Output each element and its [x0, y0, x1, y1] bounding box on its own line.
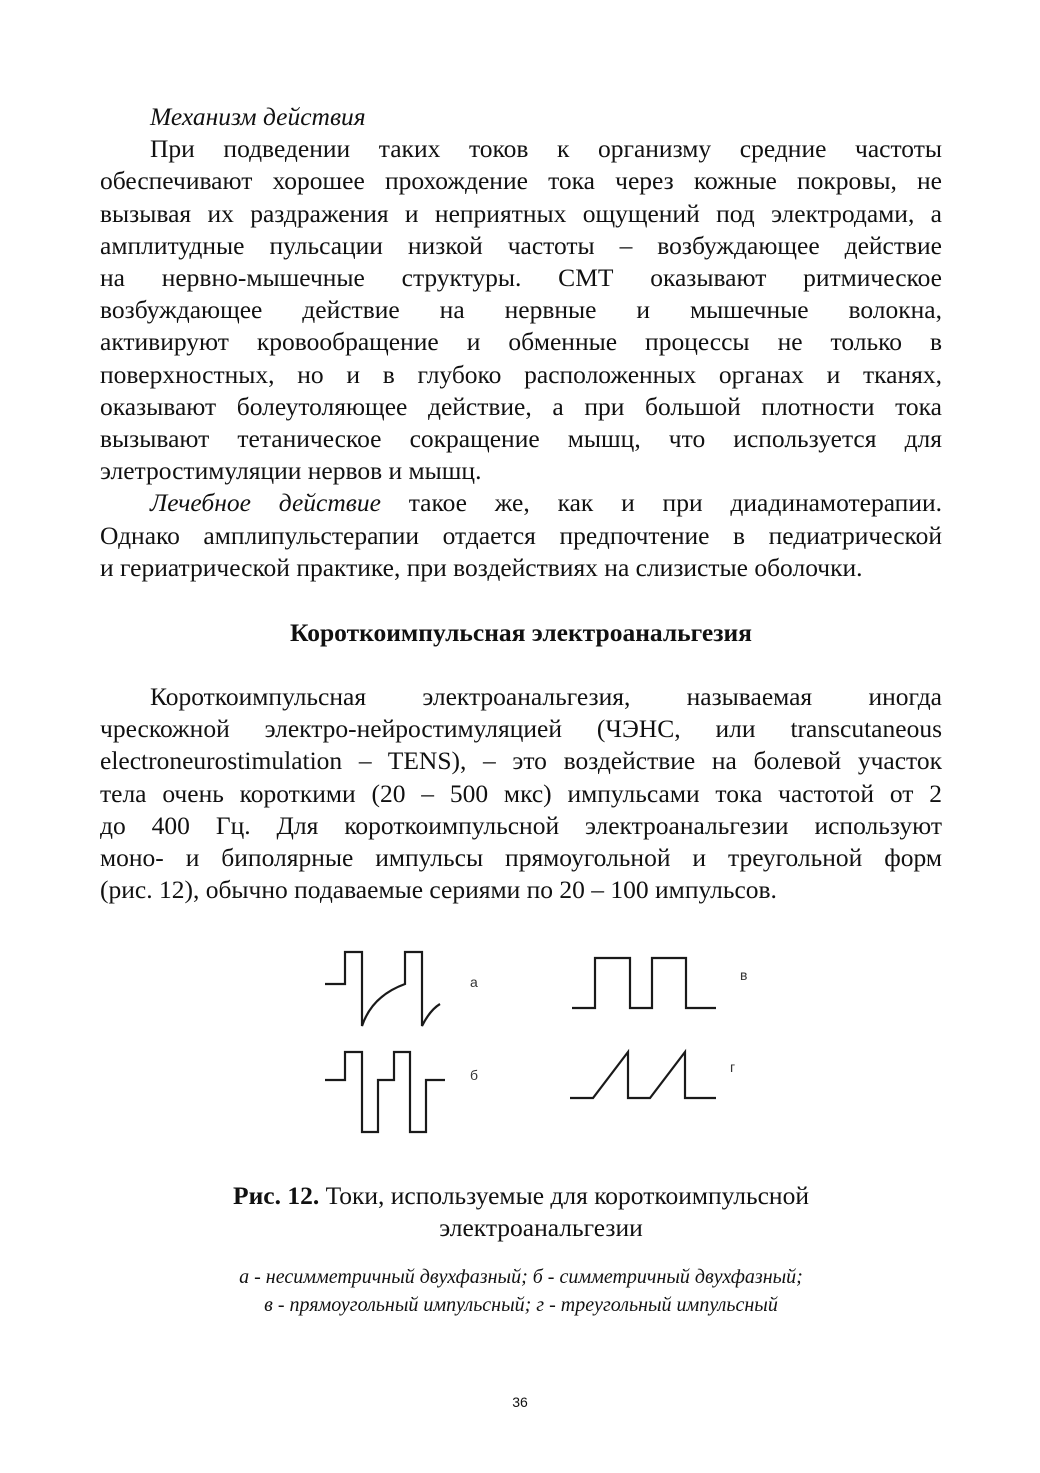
paragraph-line: элетростимуляции нервов и мышц.	[100, 456, 482, 486]
waveform-v	[572, 958, 716, 1008]
paragraph-line: обеспечивают хорошее прохождение тока через кожные покровы, не	[100, 166, 942, 196]
paragraph-line: моно- и биполярные импульсы прямоугольной и треугольной форм	[100, 843, 942, 873]
paragraph-line: до 400 Гц. Для короткоимпульсной электроанальгезии используют	[100, 810, 942, 840]
legend-line: в - прямоугольный импульсный; г - треугольный импульсный	[264, 1294, 778, 1316]
caption-first-line	[100, 1180, 942, 1212]
paragraph-line: вызывают тетаническое сокращение мышц, что используется для	[100, 424, 942, 454]
therapeutic-term: Лечебное действие	[150, 488, 381, 518]
paragraph-line: возбуждающее действие на нервные и мышечные волокна,	[100, 295, 942, 325]
paragraph-line: Однако амплипульстерапии отдается предпочтение в педиатрической	[100, 520, 942, 550]
paragraph-line: оказывают болеутоляющее действие, а при большой плотности тока	[100, 391, 942, 421]
paragraph-line: чрескожной электро-нейростимуляцией (ЧЭНС, или transcutaneous	[100, 714, 942, 744]
paragraph-line: вызывая их раздражения и неприятных ощущений под электродами, а	[100, 198, 942, 228]
page-number: 36	[512, 1394, 528, 1410]
waveform-a	[325, 952, 440, 1026]
figure-legend	[100, 1263, 942, 1319]
figure-label-a: а	[470, 974, 478, 990]
figure-label-v: в	[740, 967, 748, 983]
section-heading: Короткоимпульсная электроанальгезия	[290, 618, 752, 647]
paragraph-line: (рис. 12), обычно подаваемые сериями по 20 – 100 импульсов.	[100, 875, 777, 905]
section-tens	[100, 681, 942, 906]
paragraph-line: активируют кровообращение и обменные процессы не только в	[100, 327, 942, 357]
paragraph-line: electroneurostimulation – TENS), – это воздействие на болевой участок	[100, 746, 942, 776]
caption-text-1: Токи, используемые для короткоимпульсной	[325, 1181, 809, 1210]
paragraph-line: амплитудные пульсации низкой частоты – возбуждающее действие	[100, 230, 942, 260]
paragraph-line: и гериатрической практике, при воздействиях на слизистые оболочки.	[100, 552, 863, 582]
paragraph-therapeutic-first-line	[100, 487, 942, 519]
paragraph-line: Короткоимпульсная электроанальгезия, называемая иногда	[150, 682, 942, 711]
paragraph-line: тела очень короткими (20 – 500 мкс) импульсами тока частотой от 2	[100, 778, 942, 808]
figure-label-b: б	[470, 1067, 479, 1083]
figure-caption	[100, 1180, 942, 1244]
paragraph-line: поверхностных, но и в глубоко расположенных органах и тканях,	[100, 359, 942, 389]
paragraph-line: При подведении таких токов к организму средние частоты	[150, 134, 942, 164]
figure-waveforms	[300, 930, 780, 1150]
figure-label-g: г	[730, 1059, 736, 1075]
caption-label: Рис. 12.	[233, 1181, 320, 1210]
waveform-g	[570, 1052, 716, 1098]
caption-text-2: электроанальгезии	[439, 1213, 643, 1242]
section-mechanism	[100, 101, 942, 584]
paragraph-line: на нервно-мышечные структуры. СМТ оказывают ритмическое	[100, 263, 942, 293]
subheading-mechanism: Механизм действия	[150, 102, 366, 131]
waveform-b	[325, 1052, 445, 1132]
waveform-diagram	[300, 930, 780, 1150]
legend-line: а - несимметричный двухфазный; б - симметричный двухфазный;	[239, 1266, 803, 1288]
therapeutic-rest: такое же, как и при диадинамотерапии.	[408, 488, 942, 518]
